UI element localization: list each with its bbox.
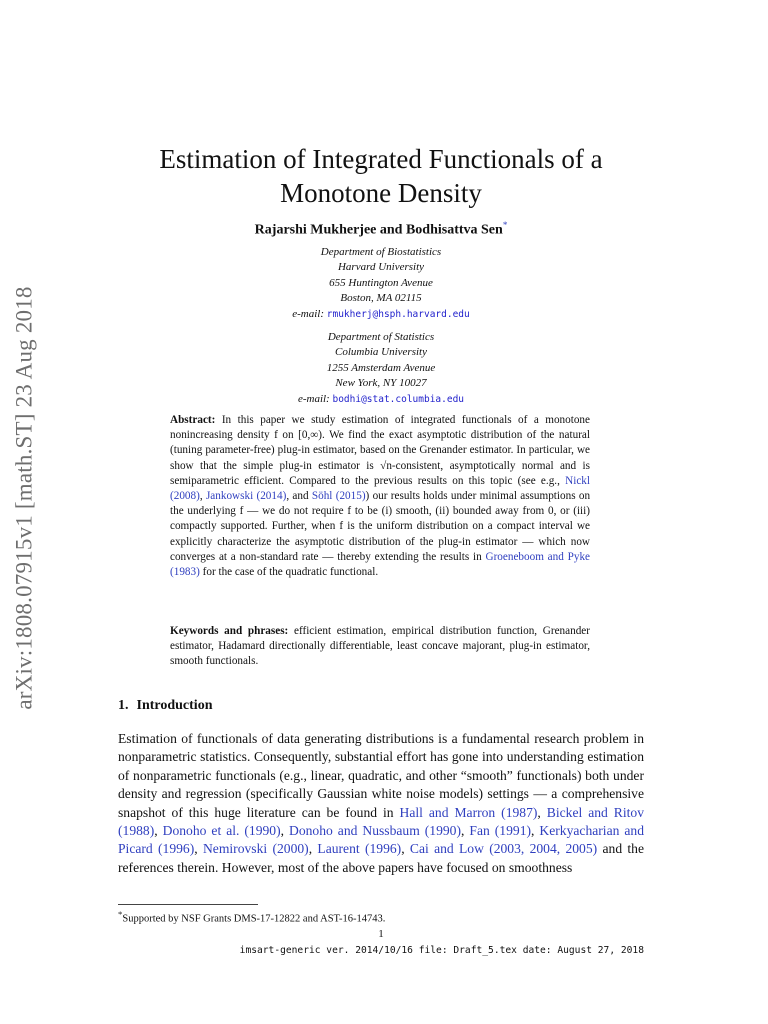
citation-link[interactable]: Kerkyacharian and Picard (1996) <box>118 823 645 857</box>
email-link[interactable]: bodhi@stat.columbia.edu <box>332 393 465 405</box>
affiliation-line: 655 Huntington Avenue <box>329 276 433 289</box>
affiliation-line: New York, NY 10027 <box>335 377 427 390</box>
affiliation-line: Department of Statistics <box>327 331 435 343</box>
abstract-sep: , <box>199 490 203 503</box>
email-link[interactable]: rmukherj@hsph.harvard.edu <box>326 308 470 320</box>
arxiv-sidebar <box>4 255 46 740</box>
affiliation-line: Department of Biostatistics <box>320 246 442 258</box>
intro-sep: , <box>531 823 535 839</box>
intro-sep: , <box>401 841 405 857</box>
keywords <box>170 624 590 670</box>
section-title: Introduction <box>136 698 213 713</box>
intro-sep: , <box>537 804 541 820</box>
citation-link[interactable]: Groeneboom and Pyke (1983) <box>170 550 590 579</box>
intro-sep: , <box>280 823 285 839</box>
paper-title <box>118 142 644 210</box>
section-number: 1. <box>118 698 129 713</box>
footnote-mark: * <box>118 909 123 919</box>
running-footer: imsart-generic ver. 2014/10/16 file: Draft_5.tex date: August 27, 2018 <box>239 945 644 956</box>
intro-sep: , <box>461 823 465 839</box>
affiliation-line: 1255 Amsterdam Avenue <box>326 361 436 374</box>
citation-link[interactable]: Jankowski (2014) <box>205 490 287 503</box>
citation-link[interactable]: Nemirovski (2000) <box>202 841 309 857</box>
affiliation-harvard <box>118 245 644 322</box>
author-names: Rajarshi Mukherjee and Bodhisattva Sen <box>254 222 503 238</box>
citation-link[interactable]: Söhl (2015) <box>311 490 366 503</box>
section-heading <box>118 698 212 714</box>
footnote <box>118 909 644 925</box>
title-line-1: Estimation of Integrated Functionals of a <box>159 144 603 174</box>
citation-link[interactable]: Hall and Marron (1987) <box>399 804 538 820</box>
abstract-part: In this paper we study estimation of integrated functionals of a monotone nonincreasing density f on [0,∞). We find the exact asymptotic distribution of the natural (tuning parameter-free) plug-in estimator, based on the Grenander estimator. In particular, we show that the simple plug-in estimator is √n-consistent, asymptotically normal and is semiparametric efficient. Compared to the previous results on this topic (see e.g., <box>170 414 590 487</box>
title-line-2: Monotone Density <box>280 178 482 208</box>
intro-sep: , <box>154 823 158 839</box>
affiliation-line: Harvard University <box>337 261 425 274</box>
citation-link[interactable]: Laurent (1996) <box>317 841 402 857</box>
intro-sep: , <box>308 841 313 857</box>
intro-text: and the references therein. However, most of the above papers have focused on smoothness <box>118 841 645 875</box>
citation-link[interactable]: Bickel and Ritov (1988) <box>118 804 644 839</box>
citation-link[interactable]: Nickl (2008) <box>170 474 590 503</box>
abstract-sep: , and <box>286 490 309 503</box>
keywords-label: Keywords and phrases: <box>170 625 289 637</box>
citation-link[interactable]: Cai and Low (2003, 2004, 2005) <box>409 841 598 857</box>
citation-link[interactable]: Fan (1991) <box>469 823 532 839</box>
author-list <box>118 220 644 239</box>
email-line <box>118 307 644 322</box>
email-label: e-mail: <box>297 392 330 405</box>
citation-link[interactable]: Donoho and Nussbaum (1990) <box>289 823 462 839</box>
citation-link[interactable]: Donoho et al. (1990) <box>162 823 281 839</box>
intro-text: Estimation of functionals of data generating distributions is a fundamental research problem in nonparametric statistics. Consequently, substantial effort has gone into understanding estimation of nonparametric functionals (e.g., linear, quadratic, and other “smooth” functionals) both under density and regression (specifically Gaussian white noise models) settings — a comprehensive snapshot of this huge literature can be found in <box>118 731 644 820</box>
page-number: 1 <box>378 928 384 940</box>
affiliation-columbia <box>118 330 644 407</box>
email-line <box>118 392 644 407</box>
abstract-part: for the case of the quadratic functional. <box>202 566 379 579</box>
intro-paragraph <box>118 730 644 877</box>
affiliation-line: Columbia University <box>335 346 427 359</box>
abstract-label: Abstract: <box>170 414 216 426</box>
abstract <box>170 413 590 580</box>
footnote-text: Supported by NSF Grants DMS-17-12822 and AST-16-14743. <box>122 913 386 925</box>
email-label: e-mail: <box>292 307 324 320</box>
intro-sep: , <box>194 841 198 857</box>
author-footnote-mark[interactable]: * <box>502 220 508 230</box>
keywords-text: efficient estimation, empirical distribution function, Grenander estimator, Hadamard directionally differentiable, least concave majorant, plug-in estimator, smooth functionals. <box>170 625 590 668</box>
arxiv-stamp: arXiv:1808.07915v1 [math.ST] 23 Aug 2018 <box>12 285 37 710</box>
footnote-rule <box>118 904 258 905</box>
abstract-part: ) our results holds under minimal assumptions on the underlying f — we do not require f to be (i) smooth, (ii) bounded away from 0, or (iii) compactly supported. Further, when f is the uniform distribution on a compact interval we explicitly characterize the asymptotic distribution of the plug-in estimator — which now converges at a non-standard rate — thereby extending the results in <box>170 490 591 563</box>
abstract-text <box>170 413 590 580</box>
affiliation-line: Boston, MA 02115 <box>340 292 422 305</box>
